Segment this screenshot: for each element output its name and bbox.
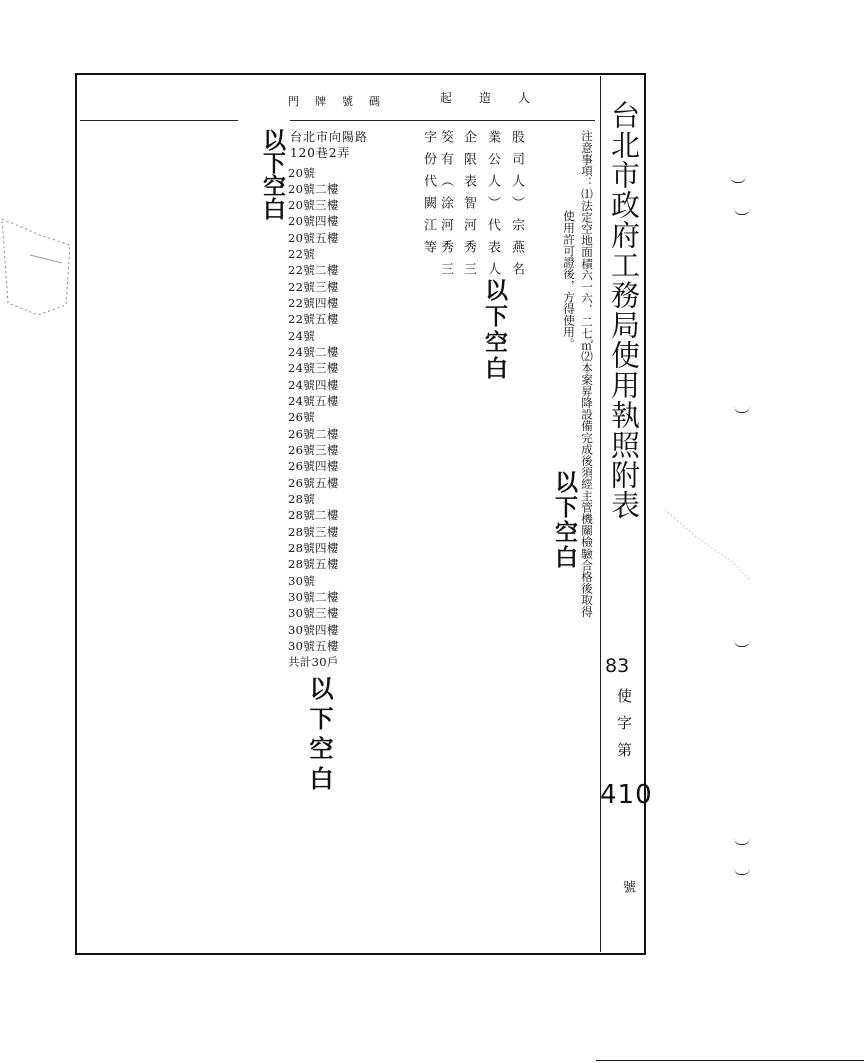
- address-unit: 30號: [288, 574, 316, 588]
- address-unit: 24號四樓: [288, 378, 339, 392]
- address-unit: 20號五樓: [288, 231, 339, 245]
- header-rule-left: [80, 120, 238, 121]
- owner-header: 起造人: [440, 91, 558, 105]
- address-unit: 26號二樓: [288, 427, 339, 441]
- address-unit: 30號二樓: [288, 590, 339, 604]
- title-column-divider: [600, 76, 601, 952]
- notes-line-1: 注意事項：⑴法定空地面積六一六．二七㎡⑵本案昇降設備完成後須經主管機關檢驗合格後取得: [580, 130, 594, 618]
- address-unit: 24號三樓: [288, 361, 339, 375]
- address-unit: 22號四樓: [288, 296, 339, 310]
- address-unit: 26號三樓: [288, 443, 339, 457]
- address-blank-side: 以下空白: [259, 128, 285, 220]
- address-unit: 26號: [288, 410, 316, 424]
- address-unit: 22號: [288, 247, 316, 261]
- binder-mark: [734, 640, 750, 647]
- address-unit: 22號二樓: [288, 263, 339, 277]
- header-rule-right: [290, 120, 595, 121]
- license-year: 83: [605, 655, 630, 677]
- owner-column-3: 企限表智河秀三: [461, 130, 476, 284]
- license-number: 410: [600, 780, 653, 810]
- address-unit: 28號五樓: [288, 557, 339, 571]
- address-unit: 22號五樓: [288, 312, 339, 326]
- address-unit-total: 共計30戶: [288, 655, 339, 669]
- address-unit: 30號四樓: [288, 623, 339, 637]
- address-street: 台北市向陽路: [290, 130, 369, 144]
- address-unit: 30號三樓: [288, 606, 339, 620]
- address-unit: 28號三樓: [288, 525, 339, 539]
- document-title: 台北市政府工務局使用執照附表: [607, 100, 641, 520]
- scan-shadow-artifact: [660, 500, 780, 640]
- owner-column-4: 筊有（涂河秀三: [438, 130, 453, 284]
- address-blank-bottom: 以下空白: [305, 676, 333, 796]
- owner-blank-marker: 以下空白: [481, 278, 507, 382]
- scan-edge-artifact: [0, 215, 70, 315]
- address-unit: 28號: [288, 492, 316, 506]
- address-unit: 28號二樓: [288, 508, 339, 522]
- binder-mark: [734, 838, 750, 845]
- binder-mark: [734, 208, 750, 215]
- binder-mark: [734, 406, 750, 413]
- owner-column-1: 股司人）宗燕名: [509, 130, 524, 284]
- notes-blank-marker: 以下空白: [551, 470, 577, 570]
- notes-line-2: 使用許可證後，方得使用。: [562, 210, 576, 350]
- page-bottom-rule: [596, 1060, 864, 1061]
- binder-mark: [730, 176, 746, 183]
- binder-mark: [734, 868, 750, 875]
- owner-column-2: 業公人）代表人: [485, 130, 500, 284]
- address-unit: 24號: [288, 329, 316, 343]
- license-suffix: 號: [620, 880, 635, 893]
- address-unit: 20號三樓: [288, 198, 339, 212]
- address-unit: 20號二樓: [288, 182, 339, 196]
- owner-column-5: 字份代闕江等: [421, 130, 436, 262]
- address-unit: 30號五樓: [288, 639, 339, 653]
- door-number-header: 門牌號碼: [288, 95, 396, 108]
- license-word: 使字第: [615, 688, 633, 769]
- address-unit: 28號四樓: [288, 541, 339, 555]
- address-unit: 24號二樓: [288, 345, 339, 359]
- address-unit: 26號五樓: [288, 476, 339, 490]
- address-unit: 22號三樓: [288, 280, 339, 294]
- address-lane: 120巷2弄: [290, 146, 351, 160]
- address-unit: 20號四樓: [288, 214, 339, 228]
- address-unit: 20號: [288, 166, 316, 180]
- address-unit: 24號五樓: [288, 394, 339, 408]
- address-unit: 26號四樓: [288, 459, 339, 473]
